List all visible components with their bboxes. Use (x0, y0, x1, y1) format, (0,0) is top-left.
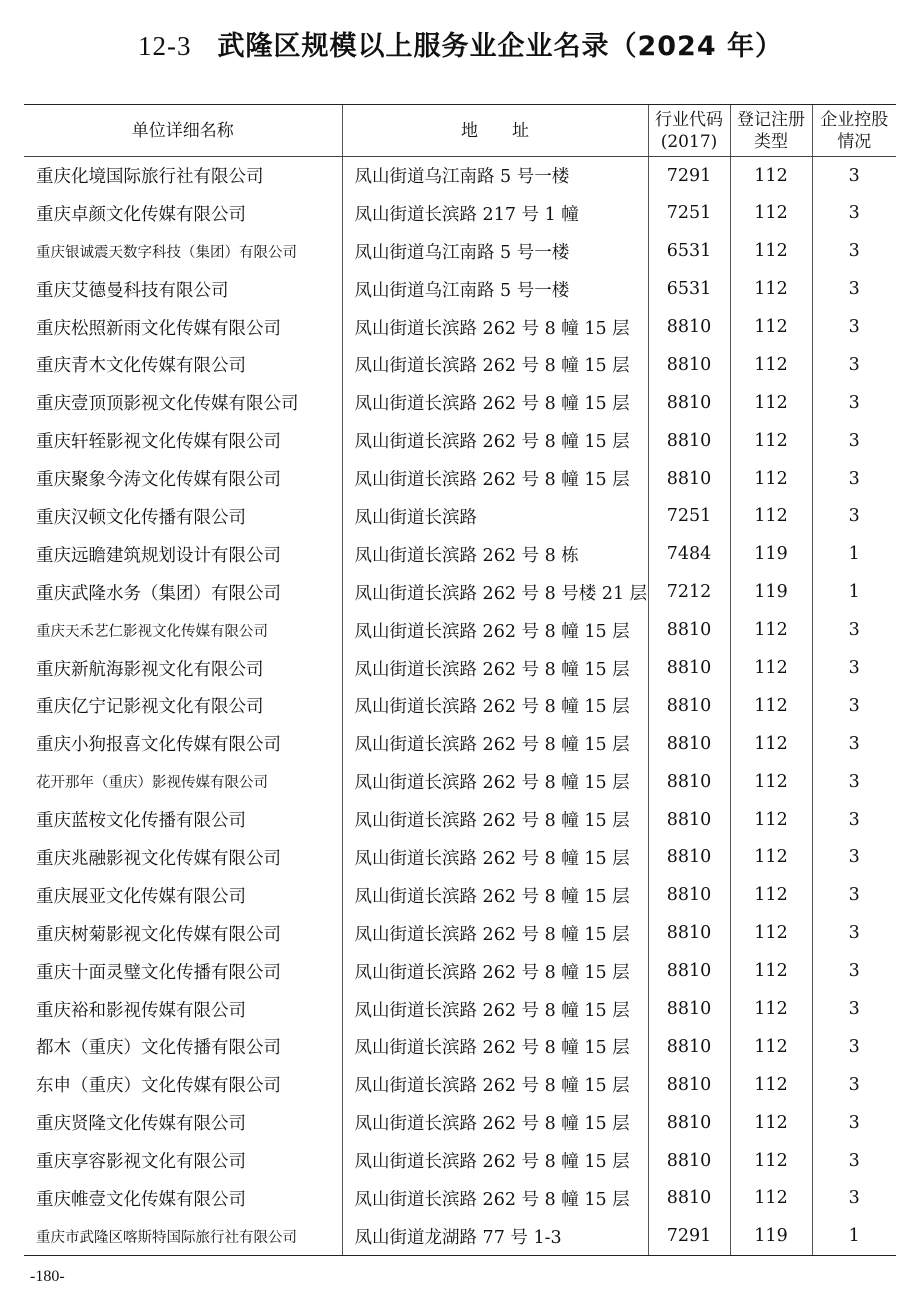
cell-unit-name: 重庆汉顿文化传播有限公司 (36, 507, 246, 528)
cell-unit-name: 重庆青木文化传媒有限公司 (36, 356, 246, 377)
cell-unit-name: 重庆帷壹文化传媒有限公司 (36, 1189, 246, 1210)
cell-address: 凤山街道乌江南路 5 号一楼 (342, 157, 648, 195)
cell-industry-code: 8810 (648, 649, 730, 687)
cell-address: 凤山街道长滨路 262 号 8 幢 15 层 (342, 725, 648, 763)
cell-registration-type: 112 (730, 839, 812, 877)
cell-holding-status: 3 (812, 952, 896, 990)
table-row (24, 687, 896, 725)
header-registration-type (730, 105, 812, 157)
cell-address: 凤山街道长滨路 262 号 8 幢 15 层 (342, 952, 648, 990)
cell-holding-status: 3 (812, 1142, 896, 1180)
cell-holding-status: 3 (812, 876, 896, 914)
cell-industry-code: 8810 (648, 1066, 730, 1104)
cell-address: 凤山街道长滨路 262 号 8 幢 15 层 (342, 687, 648, 725)
cell-holding-status: 3 (812, 1028, 896, 1066)
cell-registration-type: 112 (730, 990, 812, 1028)
cell-registration-type: 112 (730, 649, 812, 687)
table-row (24, 839, 896, 877)
cell-registration-type: 119 (730, 1217, 812, 1255)
cell-address: 凤山街道长滨路 262 号 8 幢 15 层 (342, 1180, 648, 1218)
cell-unit-name: 重庆十面灵璧文化传播有限公司 (36, 962, 281, 983)
cell-holding-status: 3 (812, 914, 896, 952)
cell-unit-name: 重庆树菊影视文化传媒有限公司 (36, 924, 281, 945)
cell-registration-type: 112 (730, 914, 812, 952)
cell-industry-code: 8810 (648, 952, 730, 990)
cell-registration-type: 112 (730, 725, 812, 763)
cell-registration-type: 112 (730, 308, 812, 346)
header-row (24, 105, 896, 157)
cell-holding-status: 3 (812, 498, 896, 536)
cell-unit-name: 重庆聚象今涛文化传媒有限公司 (36, 470, 281, 491)
cell-registration-type: 112 (730, 498, 812, 536)
cell-registration-type: 112 (730, 232, 812, 270)
cell-holding-status: 3 (812, 839, 896, 877)
cell-industry-code: 8810 (648, 1180, 730, 1218)
cell-unit-name: 重庆享容影视文化有限公司 (36, 1152, 246, 1173)
table-row (24, 308, 896, 346)
table-row (24, 498, 896, 536)
cell-address: 凤山街道长滨路 262 号 8 号楼 21 层 (342, 573, 648, 611)
cell-industry-code: 8810 (648, 725, 730, 763)
cell-registration-type: 112 (730, 1104, 812, 1142)
cell-holding-status: 3 (812, 1104, 896, 1142)
cell-registration-type: 112 (730, 422, 812, 460)
cell-address: 凤山街道长滨路 262 号 8 幢 15 层 (342, 801, 648, 839)
cell-address: 凤山街道长滨路 262 号 8 幢 15 层 (342, 308, 648, 346)
cell-industry-code: 8810 (648, 687, 730, 725)
cell-industry-code: 7251 (648, 498, 730, 536)
cell-industry-code: 6531 (648, 270, 730, 308)
cell-industry-code: 7291 (648, 1217, 730, 1255)
table-row (24, 1104, 896, 1142)
cell-address: 凤山街道长滨路 262 号 8 幢 15 层 (342, 990, 648, 1028)
cell-unit-name: 重庆兆融影视文化传媒有限公司 (36, 848, 281, 869)
cell-holding-status: 3 (812, 990, 896, 1028)
cell-registration-type: 112 (730, 460, 812, 498)
cell-address: 凤山街道长滨路 262 号 8 栋 (342, 535, 648, 573)
cell-industry-code: 7251 (648, 194, 730, 232)
cell-holding-status: 3 (812, 157, 896, 195)
header-registration-type-line1: 登记注册 (737, 109, 805, 130)
cell-address: 凤山街道长滨路 262 号 8 幢 15 层 (342, 649, 648, 687)
cell-registration-type: 119 (730, 573, 812, 611)
cell-unit-name: 重庆裕和影视传媒有限公司 (36, 1000, 246, 1021)
cell-industry-code: 8810 (648, 308, 730, 346)
cell-industry-code: 8810 (648, 460, 730, 498)
cell-industry-code: 8810 (648, 422, 730, 460)
cell-holding-status: 3 (812, 801, 896, 839)
cell-industry-code: 8810 (648, 384, 730, 422)
table-number: 12-3 (137, 31, 192, 61)
cell-holding-status: 3 (812, 308, 896, 346)
table-row (24, 914, 896, 952)
cell-holding-status: 3 (812, 194, 896, 232)
cell-holding-status: 3 (812, 1066, 896, 1104)
cell-unit-name: 重庆亿宁记影视文化有限公司 (36, 697, 264, 718)
cell-holding-status: 3 (812, 763, 896, 801)
cell-unit-name: 重庆卓颜文化传媒有限公司 (36, 204, 246, 225)
cell-unit-name: 重庆轩轾影视文化传媒有限公司 (36, 432, 281, 453)
cell-address: 凤山街道长滨路 (342, 498, 648, 536)
cell-address: 凤山街道乌江南路 5 号一楼 (342, 270, 648, 308)
cell-holding-status: 3 (812, 649, 896, 687)
cell-unit-name: 重庆蓝桉文化传播有限公司 (36, 811, 246, 832)
table-row (24, 763, 896, 801)
cell-unit-name: 重庆小狗报喜文化传媒有限公司 (36, 735, 281, 756)
table-row (24, 876, 896, 914)
cell-holding-status: 3 (812, 384, 896, 422)
cell-holding-status: 3 (812, 422, 896, 460)
cell-unit-name: 重庆化境国际旅行社有限公司 (36, 167, 264, 188)
cell-registration-type: 112 (730, 194, 812, 232)
table-row (24, 801, 896, 839)
cell-holding-status: 3 (812, 687, 896, 725)
header-industry-code (648, 105, 730, 157)
table-row (24, 232, 896, 270)
cell-address: 凤山街道龙湖路 77 号 1-3 (342, 1217, 648, 1255)
cell-address: 凤山街道长滨路 262 号 8 幢 15 层 (342, 914, 648, 952)
cell-industry-code: 8810 (648, 914, 730, 952)
cell-registration-type: 112 (730, 1066, 812, 1104)
cell-unit-name: 重庆天禾艺仁影视文化传媒有限公司 (36, 623, 268, 640)
table-row (24, 346, 896, 384)
table-row (24, 1066, 896, 1104)
header-holding-status-line1: 企业控股 (820, 109, 889, 130)
cell-industry-code: 7484 (648, 535, 730, 573)
cell-industry-code: 6531 (648, 232, 730, 270)
header-unit-name: 单位详细名称 (24, 105, 342, 157)
cell-registration-type: 112 (730, 1028, 812, 1066)
cell-holding-status: 3 (812, 460, 896, 498)
cell-registration-type: 112 (730, 346, 812, 384)
cell-unit-name: 重庆远瞻建筑规划设计有限公司 (36, 545, 281, 566)
cell-address: 凤山街道长滨路 262 号 8 幢 15 层 (342, 839, 648, 877)
cell-address: 凤山街道长滨路 262 号 8 幢 15 层 (342, 876, 648, 914)
page-number: -180- (30, 1268, 65, 1285)
cell-unit-name: 重庆新航海影视文化有限公司 (36, 659, 264, 680)
cell-address: 凤山街道长滨路 262 号 8 幢 15 层 (342, 1028, 648, 1066)
cell-address: 凤山街道长滨路 262 号 8 幢 15 层 (342, 763, 648, 801)
table-title: 武隆区规模以上服务业企业名录（2024 年） (217, 31, 784, 62)
table-row (24, 460, 896, 498)
cell-holding-status: 3 (812, 232, 896, 270)
cell-unit-name: 重庆银诚震天数字科技（集团）有限公司 (36, 244, 297, 261)
header-registration-type-line2: 类型 (754, 131, 788, 152)
cell-address: 凤山街道长滨路 262 号 8 幢 15 层 (342, 1066, 648, 1104)
cell-holding-status: 3 (812, 725, 896, 763)
cell-holding-status: 3 (812, 270, 896, 308)
page-title (0, 24, 921, 63)
cell-address: 凤山街道长滨路 262 号 8 幢 15 层 (342, 1142, 648, 1180)
cell-holding-status: 1 (812, 535, 896, 573)
cell-registration-type: 112 (730, 611, 812, 649)
cell-holding-status: 3 (812, 346, 896, 384)
cell-unit-name: 都木（重庆）文化传播有限公司 (36, 1038, 281, 1059)
cell-address: 凤山街道长滨路 262 号 8 幢 15 层 (342, 384, 648, 422)
table-row (24, 194, 896, 232)
cell-industry-code: 7212 (648, 573, 730, 611)
cell-industry-code: 8810 (648, 876, 730, 914)
cell-industry-code: 8810 (648, 611, 730, 649)
cell-unit-name: 东申（重庆）文化传媒有限公司 (36, 1076, 281, 1097)
cell-holding-status: 3 (812, 1180, 896, 1218)
cell-registration-type: 112 (730, 876, 812, 914)
header-holding-status (812, 105, 896, 157)
cell-address: 凤山街道长滨路 262 号 8 幢 15 层 (342, 1104, 648, 1142)
table-row (24, 725, 896, 763)
header-industry-code-line2: (2017) (660, 131, 718, 152)
header-address: 地 址 (342, 105, 648, 157)
cell-industry-code: 8810 (648, 990, 730, 1028)
cell-industry-code: 8810 (648, 346, 730, 384)
cell-unit-name: 花开那年（重庆）影视传媒有限公司 (36, 775, 268, 792)
table-row (24, 952, 896, 990)
cell-industry-code: 8810 (648, 1142, 730, 1180)
cell-unit-name: 重庆武隆水务（集团）有限公司 (36, 583, 281, 604)
cell-registration-type: 112 (730, 801, 812, 839)
cell-unit-name: 重庆艾德曼科技有限公司 (36, 280, 229, 301)
cell-address: 凤山街道长滨路 262 号 8 幢 15 层 (342, 422, 648, 460)
cell-industry-code: 8810 (648, 839, 730, 877)
cell-registration-type: 112 (730, 1142, 812, 1180)
cell-registration-type: 112 (730, 763, 812, 801)
table-row (24, 270, 896, 308)
table-row (24, 1180, 896, 1218)
cell-address: 凤山街道乌江南路 5 号一楼 (342, 232, 648, 270)
cell-industry-code: 8810 (648, 1028, 730, 1066)
cell-address: 凤山街道长滨路 262 号 8 幢 15 层 (342, 460, 648, 498)
cell-address: 凤山街道长滨路 262 号 8 幢 15 层 (342, 346, 648, 384)
cell-registration-type: 112 (730, 157, 812, 195)
table-row (24, 1142, 896, 1180)
cell-industry-code: 7291 (648, 157, 730, 195)
cell-holding-status: 1 (812, 573, 896, 611)
cell-unit-name: 重庆市武隆区喀斯特国际旅行社有限公司 (24, 1217, 342, 1255)
cell-address: 凤山街道长滨路 217 号 1 幢 (342, 194, 648, 232)
table-row (24, 649, 896, 687)
cell-registration-type: 112 (730, 1180, 812, 1218)
header-industry-code-line1: 行业代码 (655, 109, 723, 130)
table-row (24, 1028, 896, 1066)
header-holding-status-line2: 情况 (837, 131, 872, 152)
cell-registration-type: 112 (730, 270, 812, 308)
table-header (24, 105, 896, 157)
table-row (24, 422, 896, 460)
cell-industry-code: 8810 (648, 1104, 730, 1142)
cell-holding-status: 3 (812, 611, 896, 649)
table-body (24, 157, 896, 1256)
enterprise-directory-table (24, 104, 896, 1256)
table-row (24, 535, 896, 573)
cell-unit-name: 重庆松照新雨文化传媒有限公司 (36, 318, 281, 339)
table-row (24, 157, 896, 195)
table-row (24, 573, 896, 611)
cell-registration-type: 112 (730, 687, 812, 725)
table-row (24, 1217, 896, 1255)
table-row (24, 990, 896, 1028)
cell-registration-type: 112 (730, 384, 812, 422)
cell-holding-status: 1 (812, 1217, 896, 1255)
cell-industry-code: 8810 (648, 763, 730, 801)
table-row (24, 384, 896, 422)
cell-unit-name: 重庆壹顶顶影视文化传媒有限公司 (36, 394, 299, 415)
cell-registration-type: 112 (730, 952, 812, 990)
cell-industry-code: 8810 (648, 801, 730, 839)
cell-address: 凤山街道长滨路 262 号 8 幢 15 层 (342, 611, 648, 649)
cell-registration-type: 119 (730, 535, 812, 573)
cell-unit-name: 重庆贤隆文化传媒有限公司 (36, 1114, 246, 1135)
cell-unit-name: 重庆展亚文化传媒有限公司 (36, 886, 246, 907)
table-row (24, 611, 896, 649)
